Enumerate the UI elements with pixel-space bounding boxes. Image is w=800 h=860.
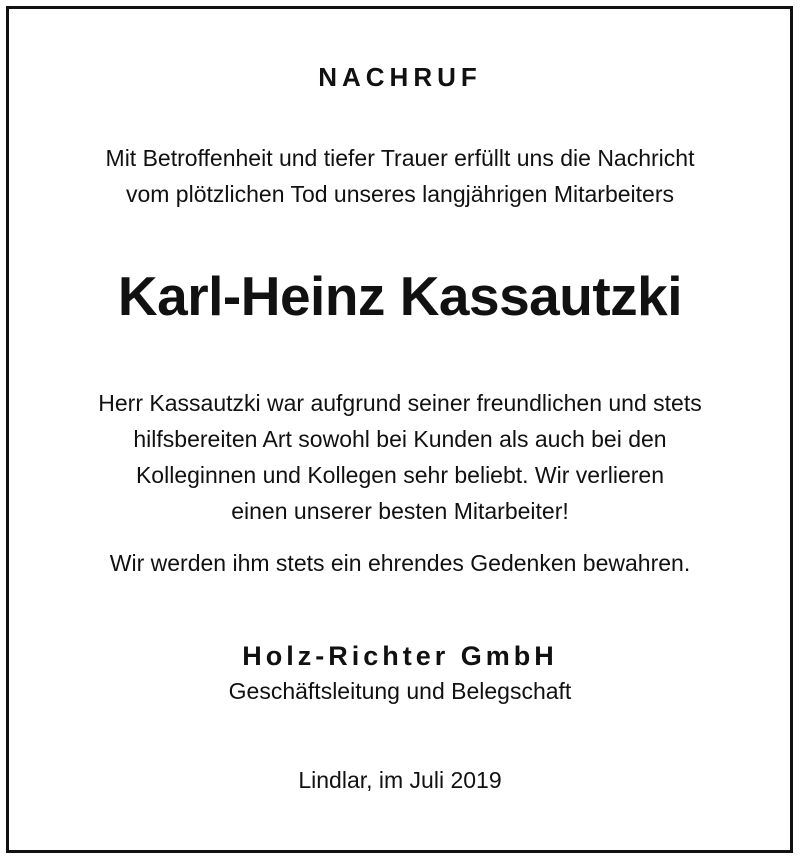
deceased-name: Karl-Heinz Kassautzki xyxy=(117,265,683,327)
intro-line: vom plötzlichen Tod unseres langjährigen Mitarbeiters xyxy=(125,181,675,207)
body-line: einen unserer besten Mitarbeiter! xyxy=(231,498,569,524)
body-line: Kolleginnen und Kollegen sehr beliebt. Wir verlieren xyxy=(135,462,665,488)
place-date: Lindlar, im Juli 2019 xyxy=(298,767,502,793)
body-line: hilfsbereiten Art sowohl bei Kunden als auch bei den xyxy=(133,426,667,452)
body-line: Herr Kassautzki war aufgrund seiner freundlichen und stets xyxy=(98,390,702,416)
notice-heading: NACHRUF xyxy=(318,62,482,92)
company-subtitle: Geschäftsleitung und Belegschaft xyxy=(228,678,572,704)
intro-line: Mit Betroffenheit und tiefer Trauer erfüllt uns die Nachricht xyxy=(105,145,695,171)
memorial-line: Wir werden ihm stets ein ehrendes Gedenken bewahren. xyxy=(109,550,691,576)
company-name: Holz-Richter GmbH xyxy=(242,641,558,671)
